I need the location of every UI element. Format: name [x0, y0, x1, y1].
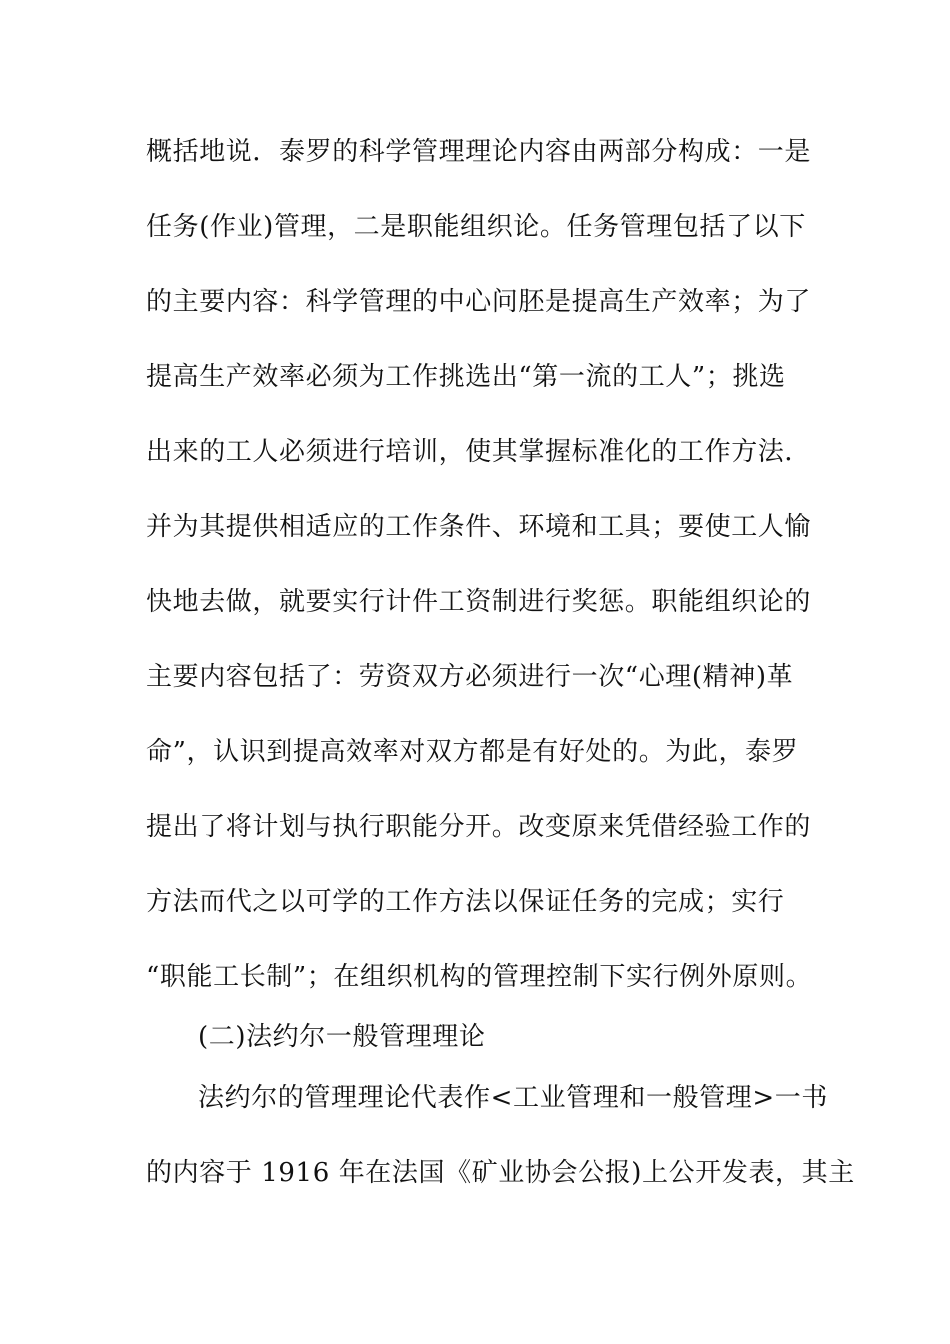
paragraph-line: 命”，认识到提高效率对双方都是有好处的。为此，泰罗	[146, 737, 799, 767]
paragraph-line: 提出了将计划与执行职能分开。改变原来凭借经验工作的	[146, 812, 812, 842]
paragraph-line: 出来的工人必须进行培训，使其掌握标准化的工作方法．	[146, 437, 812, 467]
paragraph-line: 的内容于 1916 年在法国《矿业协会公报)上公开发表，其主	[146, 1158, 855, 1188]
paragraph-line: 主要内容包括了：劳资双方必须进行一次“心理(精神)革	[146, 662, 794, 692]
paragraph-line: 快地去做，就要实行计件工资制进行奖惩。职能组织论的	[146, 587, 812, 617]
paragraph-line: 法约尔的管理理论代表作<工业管理和一般管理>一书	[198, 1083, 828, 1113]
paragraph-line: 任务(作业)管理，二是职能组织论。任务管理包括了以下	[146, 212, 806, 242]
section-heading: (二)法约尔一般管理理论	[198, 1022, 486, 1052]
paragraph-line: 提高生产效率必须为工作挑选出“第一流的工人”；挑选	[146, 362, 786, 392]
paragraph-line: 方法而代之以可学的工作方法以保证任务的完成；实行	[146, 887, 785, 917]
paragraph-line: “职能工长制”；在组织机构的管理控制下实行例外原则。	[146, 962, 813, 992]
paragraph-line: 并为其提供相适应的工作条件、环境和工具；要使工人愉	[146, 512, 812, 542]
paragraph-line: 的主要内容：科学管理的中心问胚是提高生产效率；为了	[146, 287, 812, 317]
paragraph-line: 概括地说．泰罗的科学管理理论内容由两部分构成：一是	[146, 137, 812, 167]
